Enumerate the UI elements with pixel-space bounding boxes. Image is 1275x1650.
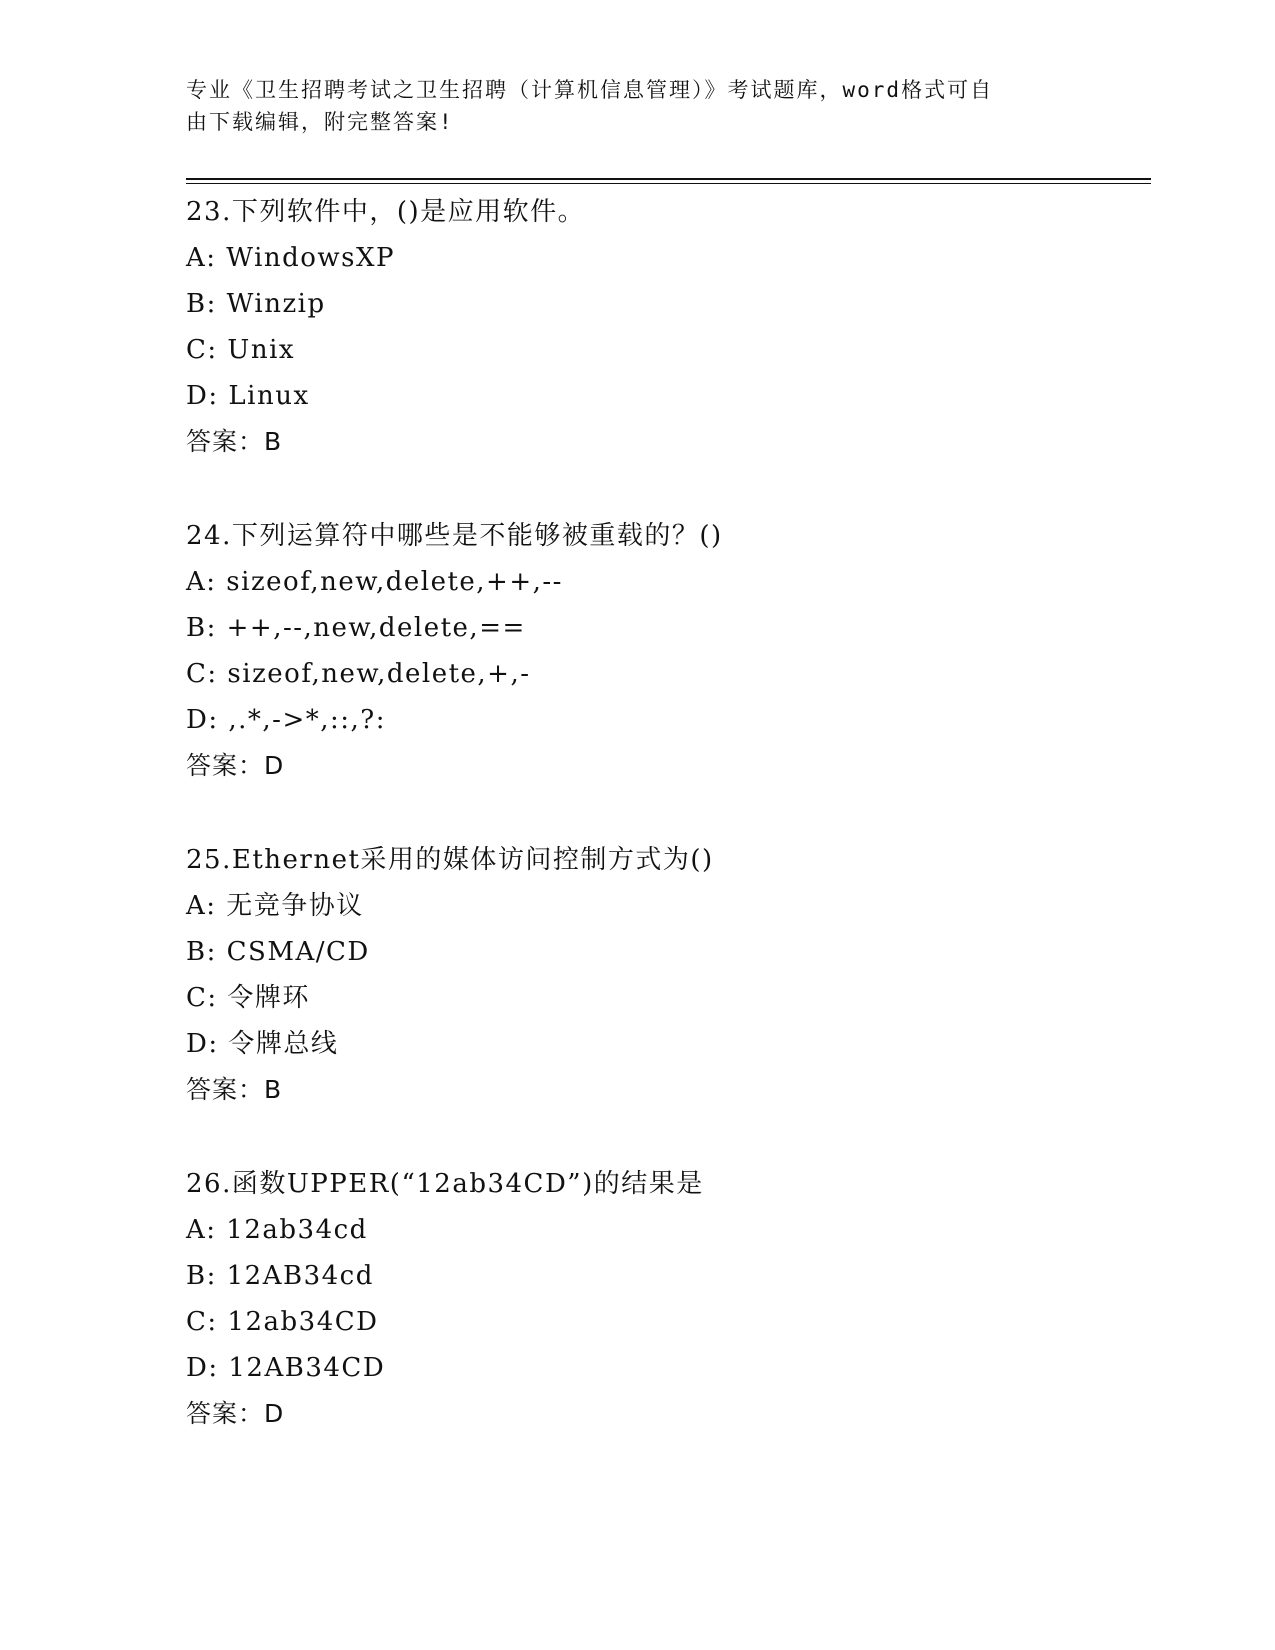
header-divider-thin	[186, 183, 1151, 184]
option-a: A: 12ab34cd	[186, 1215, 368, 1245]
question-stem: 25.Ethernet采用的媒体访问控制方式为()	[186, 845, 714, 875]
question-stem: 24.下列运算符中哪些是不能够被重载的？()	[186, 521, 723, 551]
header-line-2: 由下载编辑，附完整答案!	[186, 110, 454, 134]
option-c: C: 12ab34CD	[186, 1307, 379, 1337]
question-26	[186, 1161, 1151, 1437]
option-b: B: CSMA/CD	[186, 937, 370, 967]
option-b: B: Winzip	[186, 289, 326, 319]
answer-key: 答案：D	[186, 751, 285, 780]
question-23	[186, 189, 1151, 465]
option-b: B: ++,--,new,delete,==	[186, 613, 526, 643]
answer-key: 答案：B	[186, 1075, 283, 1104]
option-c: C: 令牌环	[186, 983, 310, 1013]
question-25	[186, 837, 1151, 1113]
document-header	[186, 74, 1066, 138]
answer-key: 答案：D	[186, 1399, 285, 1428]
answer-key: 答案：B	[186, 427, 283, 456]
question-stem: 26.函数UPPER(“12ab34CD”)的结果是	[186, 1169, 704, 1199]
option-a: A: WindowsXP	[186, 243, 396, 273]
option-d: D: ,.*,->*,::,?:	[186, 705, 386, 735]
question-24	[186, 513, 1151, 789]
option-a: A: 无竞争协议	[186, 891, 364, 921]
header-line-1: 专业《卫生招聘考试之卫生招聘（计算机信息管理）》考试题库，word格式可自	[186, 78, 994, 102]
option-d: D: Linux	[186, 381, 310, 411]
option-d: D: 12AB34CD	[186, 1353, 386, 1383]
option-a: A: sizeof,new,delete,++,--	[186, 567, 563, 597]
question-list	[186, 189, 1151, 1485]
question-stem: 23.下列软件中，()是应用软件。	[186, 197, 586, 227]
option-c: C: Unix	[186, 335, 296, 365]
option-b: B: 12AB34cd	[186, 1261, 374, 1291]
option-c: C: sizeof,new,delete,+,-	[186, 659, 531, 689]
option-d: D: 令牌总线	[186, 1029, 339, 1059]
header-divider-thick	[186, 178, 1151, 180]
